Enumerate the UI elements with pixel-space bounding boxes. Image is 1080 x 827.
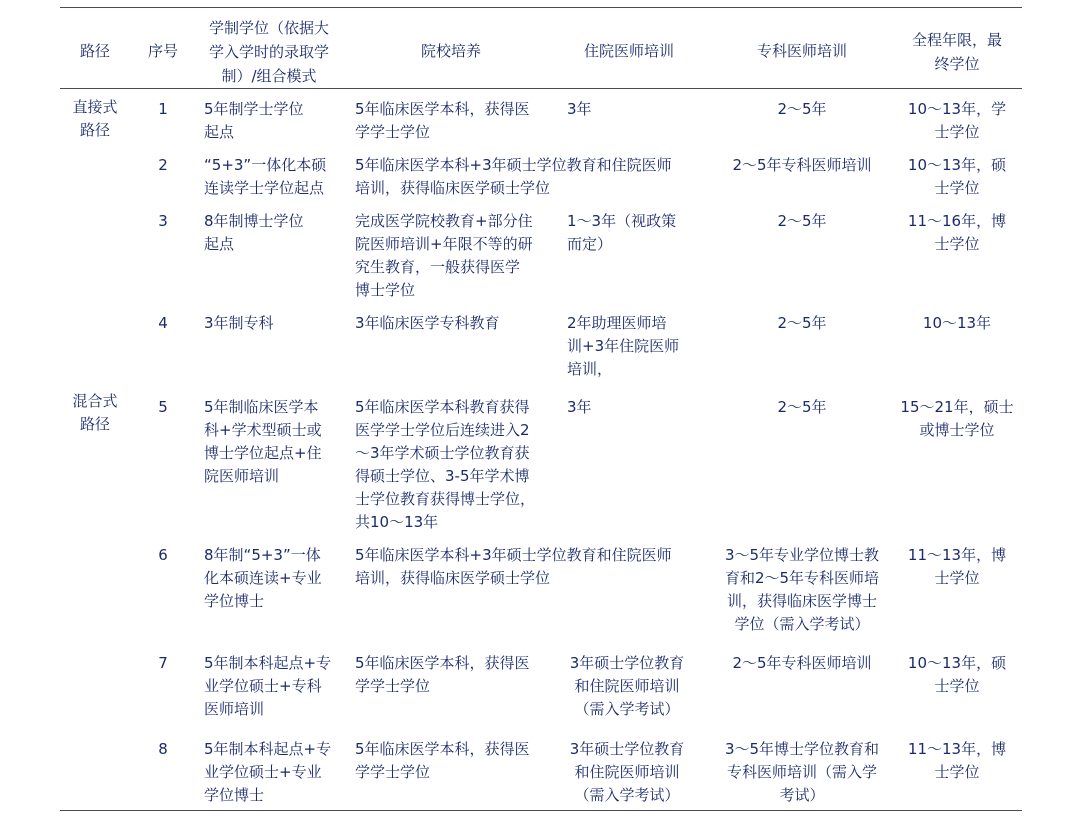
row-5-school: 5年临床医学本科教育获得 医学学士学位后连续进入2 ～3年学术硕士学位教育获 得硕士学位、3-5年学术博 士学位教育获得博士学位， 共10～13年	[355, 398, 536, 531]
table-top-rule	[60, 7, 1022, 8]
row-2-specialist: 2～5年专科医师培训	[732, 156, 872, 174]
row-5-mode: 5年制临床医学本 科+学术型硕士或 博士学位起点+住 院医师培训	[204, 398, 322, 485]
row-1-specialist: 2～5年	[777, 100, 827, 118]
row-3-school: 完成医学院校教育+部分住 院医师培训+年限不等的研 究生教育，一般获得医学 博士学位	[355, 212, 533, 299]
row-7-total: 10～13年，硕 士学位	[907, 654, 1007, 695]
row-4-mode: 3年制专科	[204, 314, 274, 332]
row-5-specialist: 2～5年	[777, 398, 827, 416]
row-1-total: 10～13年，学 士学位	[907, 100, 1007, 141]
row-7-specialist: 2～5年专科医师培训	[732, 654, 872, 672]
group-label-direct: 直接式 路径	[72, 98, 118, 139]
row-1-number: 1	[158, 100, 168, 118]
group-label-mixed: 混合式 路径	[72, 392, 118, 433]
header-residency-training: 住院医师培训	[583, 42, 674, 60]
row-6-specialist: 3～5年专业学位博士教 育和2～5年专科医师培 训，获得临床医学博士 学位（需入学考试）	[724, 546, 880, 633]
row-8-school: 5年临床医学本科，获得医 学学士学位	[355, 740, 530, 781]
row-7-number: 7	[158, 654, 168, 672]
row-5-residency: 3年	[567, 398, 592, 416]
row-3-total: 11～16年，博 士学位	[907, 212, 1007, 253]
row-7-residency: 3年硕士学位教育 和住院医师培训 （需入学考试）	[569, 654, 685, 718]
header-mode: 学制学位（依据大 学入学时的录取学 制）/组合模式	[208, 19, 329, 85]
row-8-number: 8	[158, 740, 168, 758]
header-path: 路径	[79, 42, 110, 60]
row-7-school: 5年临床医学本科，获得医 学学士学位	[355, 654, 530, 695]
row-3-residency: 1～3年（视政策 而定）	[567, 212, 677, 253]
row-8-mode: 5年制本科起点+专 业学位硕士+专业 学位博士	[204, 740, 332, 804]
row-6-total: 11～13年，博 士学位	[907, 546, 1007, 587]
row-6-school-residency: 5年临床医学本科+3年硕士学位教育和住院医师 培训，获得临床医学硕士学位	[355, 546, 672, 587]
header-number: 序号	[147, 42, 178, 60]
row-2-school-residency: 5年临床医学本科+3年硕士学位教育和住院医师 培训，获得临床医学硕士学位	[355, 156, 672, 197]
row-2-mode: “5+3”一体化本硕 连读学士学位起点	[204, 156, 327, 197]
header-total-years: 全程年限，最 终学位	[911, 31, 1002, 73]
row-3-specialist: 2～5年	[777, 212, 827, 230]
row-3-number: 3	[158, 212, 168, 230]
row-4-total: 10～13年	[922, 314, 992, 332]
row-4-number: 4	[158, 314, 168, 332]
row-4-residency: 2年助理医师培 训+3年住院医师 培训，	[567, 314, 680, 378]
header-specialist-training: 专科医师培训	[756, 42, 847, 60]
row-5-number: 5	[158, 398, 168, 416]
table-bottom-rule	[60, 810, 1022, 811]
row-2-total: 10～13年，硕 士学位	[907, 156, 1007, 197]
row-8-specialist: 3～5年博士学位教育和 专科医师培训（需入学 考试）	[724, 740, 880, 804]
row-1-mode: 5年制学士学位 起点	[204, 100, 304, 141]
row-1-residency: 3年	[567, 100, 592, 118]
header-school-training: 院校培养	[420, 42, 481, 60]
row-5-total: 15～21年，硕士 或博士学位	[900, 398, 1014, 439]
row-4-school: 3年临床医学专科教育	[355, 314, 500, 332]
row-7-mode: 5年制本科起点+专 业学位硕士+专科 医师培训	[204, 654, 332, 718]
row-4-specialist: 2～5年	[777, 314, 827, 332]
header-rule	[60, 88, 1022, 89]
row-2-number: 2	[158, 156, 168, 174]
row-3-mode: 8年制博士学位 起点	[204, 212, 304, 253]
row-6-mode: 8年制“5+3”一体 化本硕连读+专业 学位博士	[204, 546, 322, 610]
row-8-total: 11～13年，博 士学位	[907, 740, 1007, 781]
row-8-residency: 3年硕士学位教育 和住院医师培训 （需入学考试）	[569, 740, 685, 804]
row-1-school: 5年临床医学本科，获得医 学学士学位	[355, 100, 530, 141]
row-6-number: 6	[158, 546, 168, 564]
